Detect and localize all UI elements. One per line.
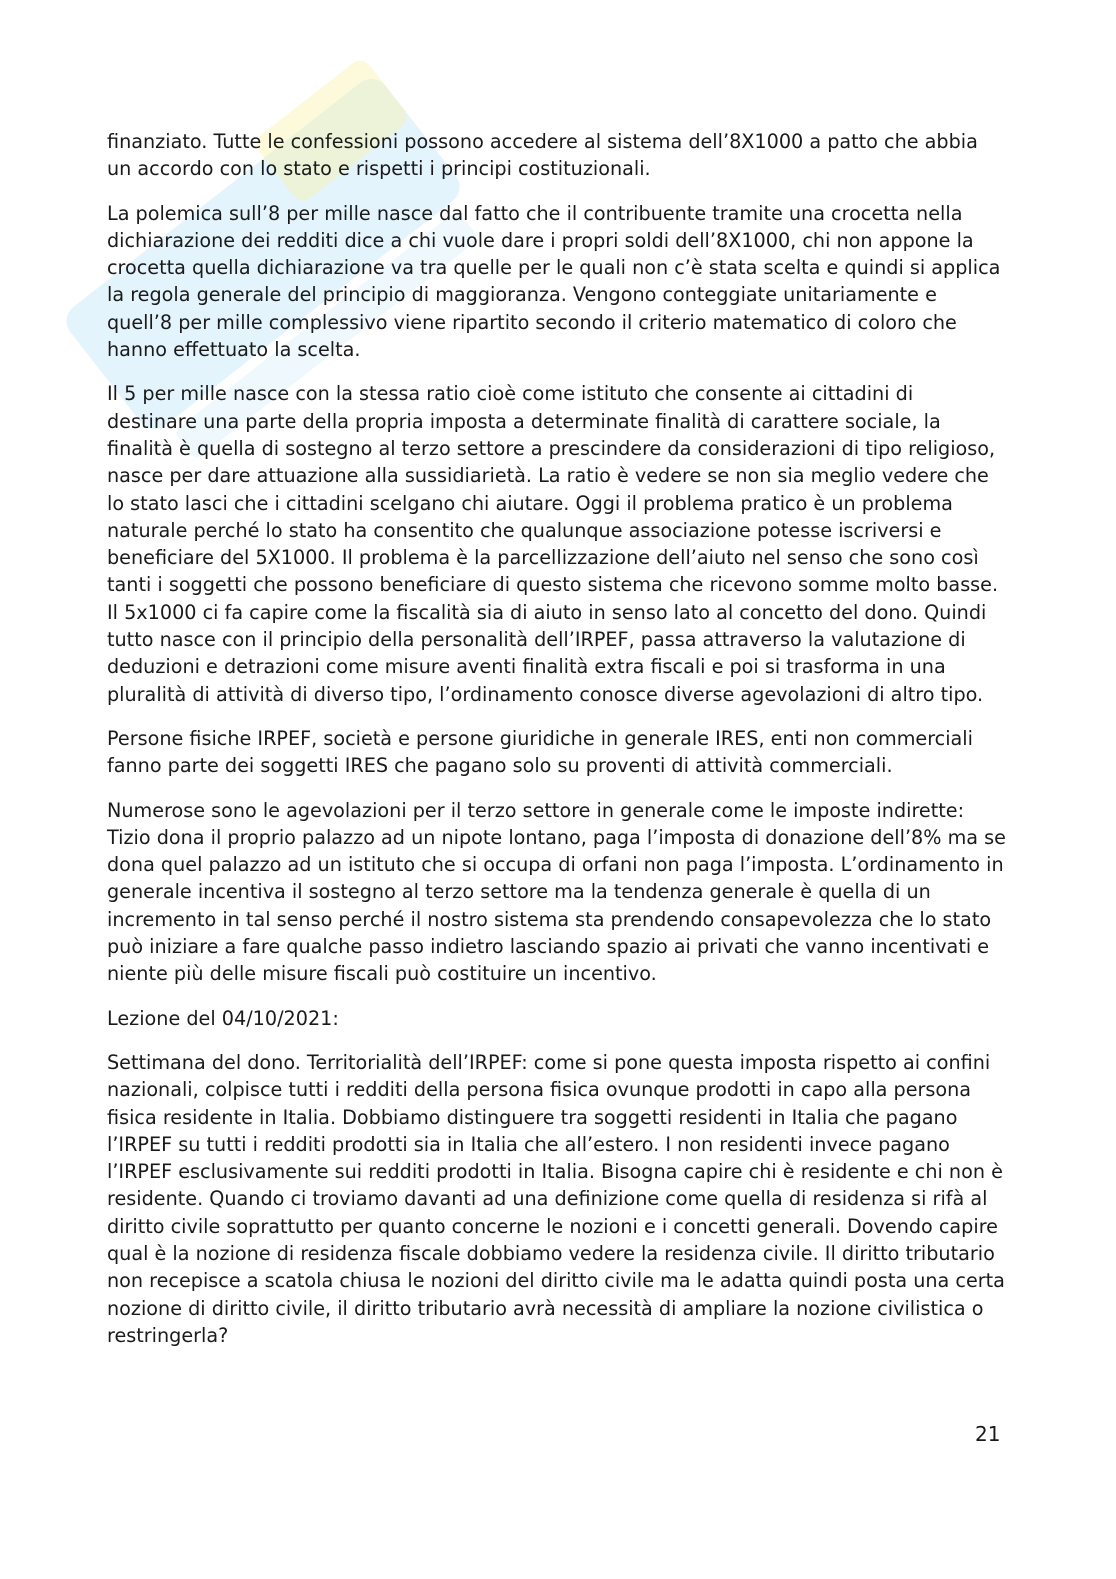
paragraph-5x1000: Il 5 per mille nasce con la stessa ratio cioè come istituto che consente ai cittadini di destinare una parte della propria imposta a determinate finalità di carattere sociale, la finalità è quella di sostegno al terzo settore a prescindere da considerazioni di tipo religioso, nasce per dare attuazione alla sussidiarietà. La ratio è vedere se non sia meglio vedere che lo stato lasci che i cittadini scelgano chi aiutare. Oggi il problema pratico è un problema naturale perché lo stato ha consentito che qualunque associazione potesse iscriversi e beneficiare del 5X1000. Il problema è la parcellizzazione dell’aiuto nel senso che sono così tanti i soggetti che possono beneficiare di questo sistema che ricevono somme molto basse. Il 5x1000 ci fa capire come la fiscalità sia di aiuto in senso lato al concetto del dono. Quindi tutto nasce con il principio della personalità dell’IRPEF, passa attraverso la valutazione di deduzioni e detrazioni come misure aventi finalità extra fiscali e poi si trasforma in una pluralità di attività di diverso tipo, l’ordinamento conosce diverse agevolazioni di altro tipo. (107, 382, 999, 706)
paragraph-8x1000-intro: finanziato. Tutte le confessioni possono accedere al sistema dell’8X1000 a patto che abbia un accordo con lo stato e rispetti i principi costituzionali. (107, 130, 978, 181)
paragraph-soggetti-ires: Persone fisiche IRPEF, società e persone giuridiche in generale IRES, enti non commerciali fanno parte dei soggetti IRES che pagano solo su proventi di attività commerciali. (107, 726, 973, 778)
paragraph-8x1000-polemica: La polemica sull’8 per mille nasce dal fatto che il contribuente tramite una crocetta nella dichiarazione dei redditi dice a chi vuole dare i propri soldi dell’8X1000, chi non appone la crocetta quella dichiarazione va tra quelle per le quali non c’è stata scelta e quindi si applica la regola generale del principio di maggioranza. Vengono conteggiate unitariamente e quell’8 per mille complessivo viene ripartito secondo il criterio matematico di coloro che hanno effettuato la scelta. (107, 201, 1001, 362)
paragraph-agevolazioni: Numerose sono le agevolazioni per il terzo settore in generale come le imposte indirette: Tizio dona il proprio palazzo ad un nipote lontano, paga l’imposta di donazione dell’8% ma se dona quel palazzo ad un istituto che si occupa di orfani non paga l’imposta. L’ordinamento in generale incentiva il sostegno al terzo settore ma la tendenza generale è quella di un incremento in tal senso perché il nostro sistema sta prendendo consapevolezza che lo stato può iniziare a fare qualche passo indietro lasciando spazio ai privati che vanno incentivati e niente più delle misure fiscali può costituire un incentivo. (107, 798, 1006, 986)
page-number: 21 (975, 1422, 1001, 1446)
paragraph-territorialita: Settimana del dono. Territorialità dell’IRPEF: come si pone questa imposta rispetto ai confini nazionali, colpisce tutti i redditi della persona fisica ovunque prodotti in capo alla persona fisica residente in Italia. Dobbiamo distinguere tra soggetti residenti in Italia che pagano l’IRPEF su tutti i redditi prodotti sia in Italia che all’estero. I non residenti invece pagano l’IRPEF esclusivamente sui redditi prodotti in Italia. Bisogna capire chi è residente e chi non è residente. Quando ci troviamo davanti ad una definizione come quella di residenza si rifà al diritto civile soprattutto per quanto concerne le nozioni e i concetti generali. Dovendo capire qual è la nozione di residenza fiscale dobbiamo vedere la residenza civile. Il diritto tributario non recepisce a scatola chiusa le nozioni del diritto civile ma le adatta quindi posta una certa nozione di diritto civile, il diritto tributario avrà necessità di ampliare la nozione civilistica o restringerla? (107, 1050, 1005, 1347)
document-body (107, 128, 1007, 1366)
lesson-date-heading: Lezione del 04/10/2021: (107, 1006, 339, 1030)
